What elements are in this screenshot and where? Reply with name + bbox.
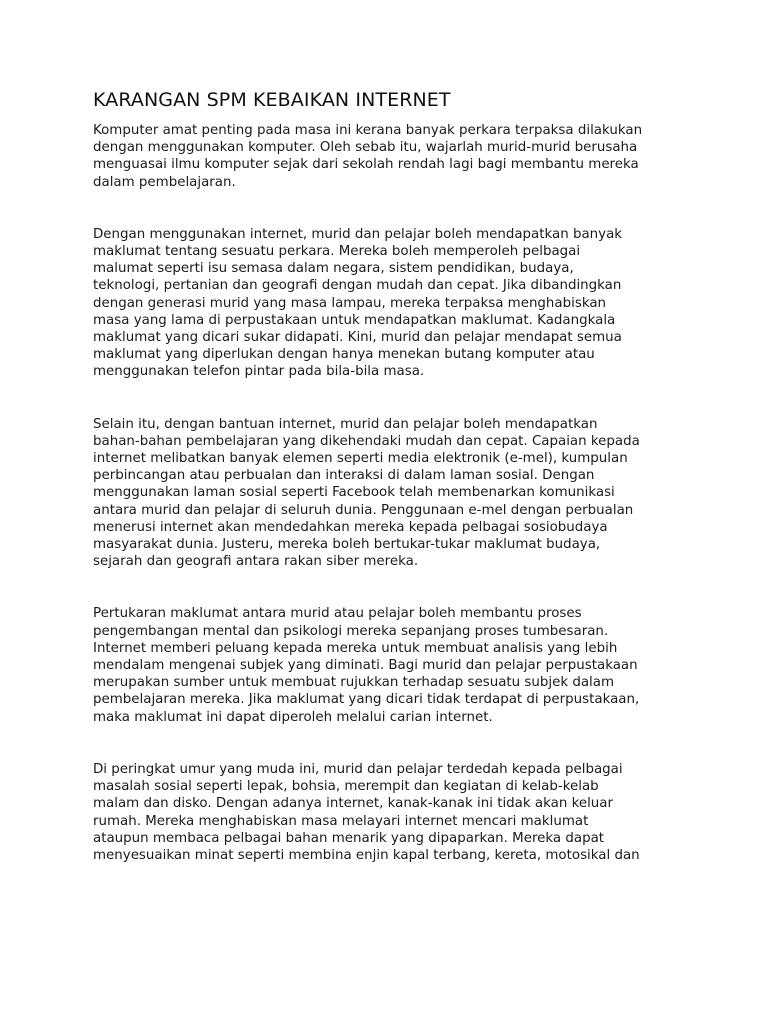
paragraph-spacer (93, 381, 693, 416)
paragraph-1: Komputer amat penting pada masa ini kerana banyak perkara terpaksa dilakukan dengan menggunakan komputer. Oleh sebab itu, wajarlah murid-murid berusaha menguasai ilmu komputer sejak dari sekolah rendah lagi bagi membantu mereka dalam pembelajaran. (93, 123, 643, 190)
paragraph-spacer (93, 570, 693, 605)
paragraph-4: Pertukaran maklumat antara murid atau pelajar boleh membantu proses pengembangan mental dan psikologi mereka sepanjang proses tumbesaran. Internet memberi peluang kepada mereka untuk membuat analisis yang lebih mendalam mengenai subjek yang diminati. Bagi murid dan pelajar perpustakaan merupakan sumber untuk membuat rujukkan terhadap sesuatu subjek dalam pembelajaran mereka. Jika maklumat yang dicari tidak terdapat di perpustakaan, maka maklumat ini dapat diperoleh melalui carian internet. (93, 606, 640, 725)
paragraph-2: Dengan menggunakan internet, murid dan pelajar boleh mendapatkan banyak maklumat tentang sesuatu perkara. Mereka boleh memperoleh pelbagai malumat seperti isu semasa dalam negara, sistem pendidikan, budaya, teknologi, pertanian dan geografi dengan mudah dan cepat. Jika dibandingkan dengan generasi murid yang masa lampau, mereka terpaksa menghabiskan masa yang lama di perpustakaan untuk mendapatkan maklumat. Kadangkala maklumat yang dicari sukar didapati. Kini, murid dan pelajar mendapat semua maklumat yang diperlukan dengan hanya menekan butang komputer atau menggunakan telefon pintar pada bila-bila masa. (93, 226, 623, 380)
paragraph-spacer (93, 726, 693, 761)
document-title: KARANGAN SPM KEBAIKAN INTERNET (93, 89, 451, 111)
paragraph-3: Selain itu, dengan bantuan internet, murid dan pelajar boleh mendapatkan bahan-bahan pembelajaran yang dikehendaki mudah dan cepat. Capaian kepada internet melibatkan banyak elemen seperti media elektronik (e-mel), kumpulan perbincangan atau perbualan dan interaksi di dalam laman sosial. Dengan menggunakan laman sosial seperti Facebook telah membenarkan komunikasi antara murid dan pelajar di seluruh dunia. Penggunaan e-mel dengan perbualan menerusi internet akan mendedahkan mereka kepada pelbagai sosiobudaya masyarakat dunia. Justeru, mereka boleh bertukar-tukar maklumat budaya, sejarah dan geografi antara rakan siber mereka. (93, 416, 640, 570)
paragraph-5: Di peringkat umur yang muda ini, murid dan pelajar terdedah kepada pelbagai masalah sosial seperti lepak, bohsia, merempit dan kegiatan di kelab-kelab malam dan disko. Dengan adanya internet, kanak-kanak ini tidak akan keluar rumah. Mereka menghabiskan masa melayari internet mencari maklumat ataupun membaca pelbagai bahan menarik yang dipaparkan. Mereka dapat menyesuaikan minat seperti membina enjin kapal terbang, kereta, motosikal dan (93, 761, 640, 863)
paragraph-spacer (93, 191, 693, 226)
document-page (93, 88, 693, 864)
